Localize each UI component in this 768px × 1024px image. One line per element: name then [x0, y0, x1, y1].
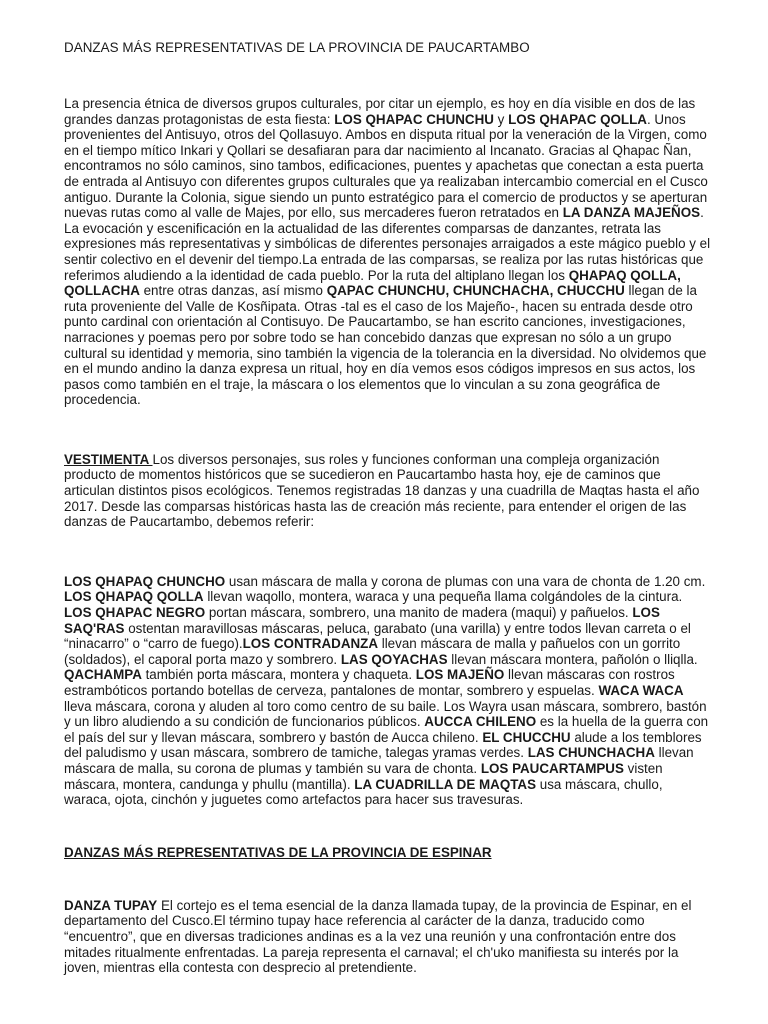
dance-name: LOS QHAPAQ QOLLA — [64, 589, 204, 605]
intro-paragraph — [64, 96, 712, 408]
dance-name: LOS MAJEÑO — [415, 667, 505, 683]
dance-name: LOS QHAPAQ CHUNCHO — [64, 573, 226, 589]
spacer — [64, 408, 712, 452]
intro-bold-danza-majenos: LA DANZA MAJEÑOS — [562, 205, 701, 221]
dance-description: llevan máscara de malla y pañuelos con un gorrito (soldados), el caporal porta mazo y sombrero. — [64, 636, 681, 667]
dances-paragraph — [64, 574, 712, 808]
dance-description: usan máscara de malla y corona de plumas con una vara de chonta de 1.20 cm. — [225, 573, 706, 589]
dance-description: alude a los temblores del paludismo y usan máscara, sombrero de tamiche, talegas yramas verdes. — [64, 729, 702, 761]
intro-text-5: entre otras danzas, así mismo — [139, 283, 327, 299]
document-title: DANZAS MÁS REPRESENTATIVAS DE LA PROVINCIA DE PAUCARTAMBO — [64, 40, 530, 55]
dance-name: LAS QOYACHAS — [340, 651, 448, 667]
dance-description: lleva máscara, corona y aluden al toro como centro de su baile. Los Wayra usan máscara, sombrero, bastón y un libro aludiendo a su condición de funcionarios públicos. — [64, 698, 707, 730]
intro-text-1: La presencia étnica de diversos grupos culturales, por citar un ejemplo, es hoy en día visible en dos de las grandes danzas protagonistas de esta fiesta: — [64, 96, 696, 127]
tupay-text: El cortejo es el tema esencial de la danza llamada tupay, de la provincia de Espinar, en el departamento del Cusco.El término tupay hace referencia al carácter de la danza, traducido como “encuentro”, que en diversas tradiciones andinas es a la vez una reunión y una confrontación entre dos mitades ritualmente enfrentadas. La pareja representa el carnaval; el ch'uko manifiesta su interés por la joven, mientras ella contesta con desprecio al pretendiente. — [64, 897, 692, 976]
intro-bold-qhapac-qolla: LOS QHAPAC QOLLA — [508, 111, 647, 127]
dance-name: LOS CONTRADANZA — [242, 636, 379, 652]
dance-name: LAS CHUNCHACHA — [527, 745, 655, 761]
tupay-label: DANZA TUPAY — [64, 897, 158, 913]
dance-description: llevan máscaras con rostros estrambóticos portando botellas de cerveza, pantalones de montar, sombrero y espuelas. — [64, 667, 675, 698]
intro-bold-qhapac-chunchu: LOS QHAPAC CHUNCHU — [334, 111, 494, 127]
dance-description: es la huella de la guerra con el país del sur y llevan máscara, sombrero y bastón de Aucca chileno. — [64, 714, 709, 745]
dance-description: llevan máscara montera, pañolón o lliqlla. — [447, 651, 698, 667]
tupay-paragraph — [64, 898, 712, 976]
section-heading-espinar: DANZAS MÁS REPRESENTATIVAS DE LA PROVINCIA DE ESPINAR — [64, 844, 492, 860]
dance-name: LOS QHAPAC NEGRO — [64, 605, 206, 621]
intro-text-2: y — [493, 111, 509, 127]
dance-name: LOS PAUCARTAMPUS — [480, 760, 624, 776]
dance-name: LA CUADRILLA DE MAQTAS — [354, 776, 537, 792]
vestimenta-text: Los diversos personajes, sus roles y funciones conforman una compleja organización producto de momentos históricos que se sucedieron en Paucartambo hasta hoy, eje de caminos que articulan distintos pisos ecológicos. Tenemos registradas 18 danzas y una cuadrilla de Maqtas hasta el año 2017. Desde las comparsas históricas hasta las de creación más reciente, para entender el origen de las danzas de Paucartambo, debemos referir: — [64, 451, 700, 530]
dance-name: EL CHUCCHU — [482, 729, 571, 745]
dance-description: ostentan maravillosas máscaras, peluca, garabato (una varilla) y entre todos llevan carreta o el “ninacarro” o “carro de fuego). — [64, 620, 691, 652]
dance-name: LOS SAQ'RAS — [64, 605, 660, 636]
dance-description: también porta máscara, montera y chaqueta. — [141, 667, 416, 683]
dance-description: visten máscara, montera, candunga y phullu (mantilla). — [64, 760, 663, 792]
spacer — [64, 530, 712, 574]
vestimenta-paragraph — [64, 452, 712, 530]
spacer — [64, 808, 712, 845]
dance-description: usa máscara, chullo, waraca, ojota, cinchón y juguetes como artefactos para hacer sus travesuras. — [64, 776, 663, 808]
intro-bold-qhapaq-qolla-qollacha: QHAPAQ QOLLA, QOLLACHA — [64, 267, 681, 299]
intro-text-3: . Unos provenientes del Antisuyo, otros del Qollasuyo. Ambos en disputa ritual por la veneración de la Virgen, como en el tiempo mítico Inkari y Qollari se desafiaran para dar nacimiento al Incanato. Gracias al Qhapac Ñan, encontramos no sólo caminos, sino tambos, edificaciones, puentes y apachetas que conectan a esta puerta de entrada al Antisuyo con diferentes grupos culturales que ya realizaban intercambio comercial en el Cusco antiguo. Durante la Colonia, sigue siendo un punto estratégico para el comercio de productos y se aperturan nuevas rutas como al valle de Majes, por ello, sus mercaderes fueron retratados en — [64, 111, 708, 221]
vestimenta-label: VESTIMENTA — [64, 451, 153, 467]
dance-name: AUCCA CHILENO — [424, 714, 537, 730]
dance-description: llevan máscara de malla, su corona de plumas y también su vara de chonta. — [64, 745, 694, 776]
intro-text-6: llegan de la ruta proveniente del Valle de Kosñipata. Otras -tal es el caso de los Majeño-, hacen su entrada desde otro punto cardinal con orientación al Contisuyo. De Paucartambo, se han escrito canciones, investigaciones, narraciones y poemas pero por sobre todo se han concebido danzas que expresan no sólo a un grupo cultural su identidad y memoria, sino también la vigencia de la tolerancia en la diversidad. No olvidemos que en el mundo andino la danza expresa un ritual, hoy en día vemos esos códigos impresos en sus actos, los pasos como también en el traje, la máscara o los elementos que lo vinculan a su zona geográfica de procedencia. — [64, 283, 707, 408]
dance-name: QACHAMPA — [64, 667, 142, 683]
dance-name: WACA WACA — [598, 683, 684, 698]
intro-text-4: . La evocación y escenificación en la actualidad de las diferentes comparsas de danzantes, retrata las expresiones más representativas y simbólicas de diferentes personajes arraigados a este mágico pueblo y el sentir colectivo en el devenir del tiempo.La entrada de las comparsas, se realiza por las rutas históricas que referimos aludiendo a la identidad de cada pueblo. Por la ruta del altiplano llegan los — [64, 205, 711, 283]
dance-description: portan máscara, sombrero, una manito de madera (maqui) y pañuelos. — [205, 605, 633, 621]
intro-bold-qapac-chunchu-group: QAPAC CHUNCHU, CHUNCHACHA, CHUCCHU — [326, 283, 625, 299]
dance-description: llevan waqollo, montera, waraca y una pequeña llama colgándoles de la cintura. — [203, 589, 683, 605]
